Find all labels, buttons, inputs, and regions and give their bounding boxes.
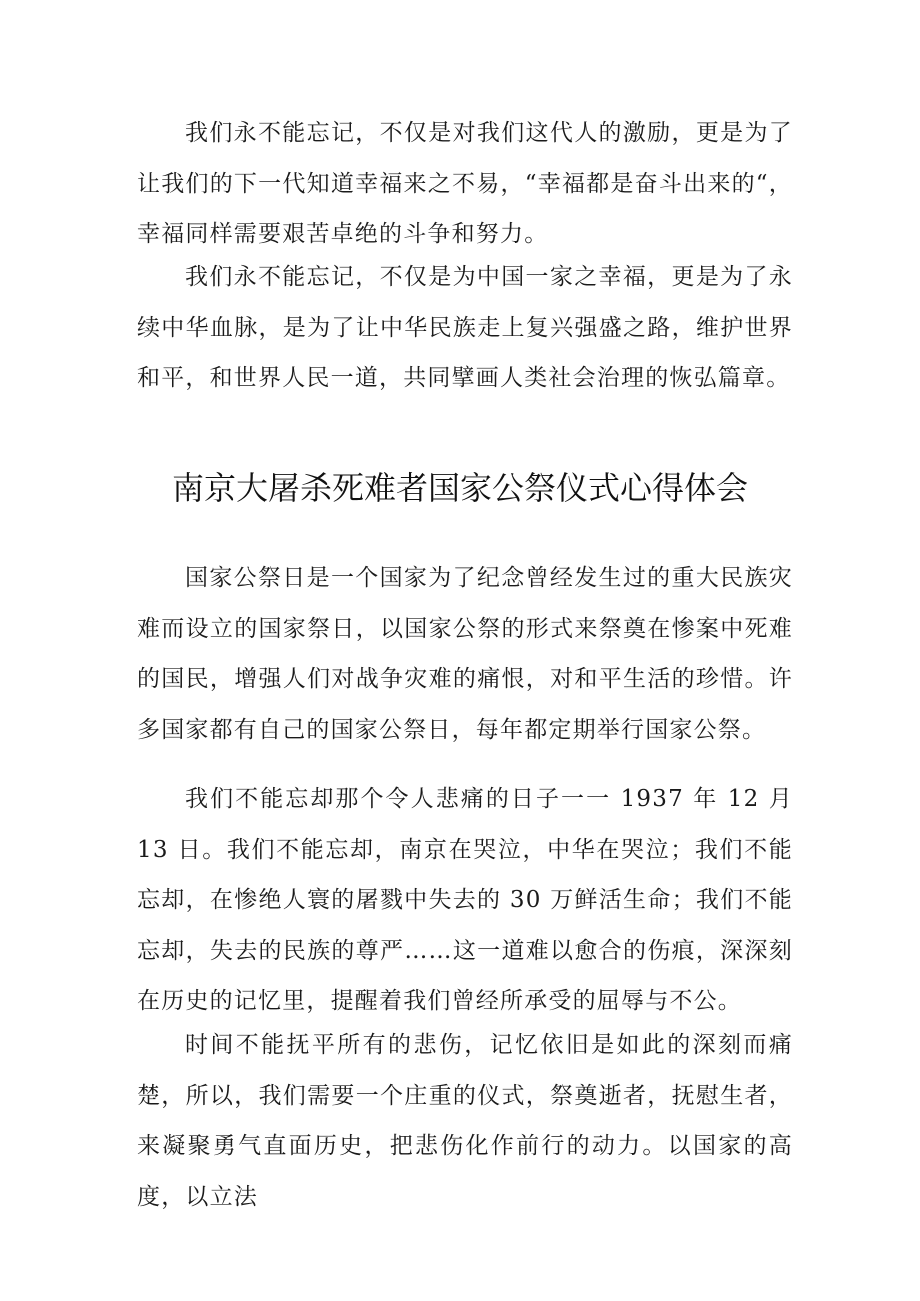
paragraph-memorial-day: 国家公祭日是一个国家为了纪念曾经发生过的重大民族灾难而设立的国家祭日，以国家公祭的形式来祭奠在惨案中死难的国民，增强人们对战争灾难的痛恨，对和平生活的珍惜。许多国家都有自己的国家公祭日，每年都定期举行国家公祭。 bbox=[137, 565, 793, 743]
document-title: 南京大屠杀死难者国家公祭仪式心得体会 bbox=[171, 469, 748, 507]
paragraph-never-forget-1937: 我们不能忘却那个令人悲痛的日子一一 1937 年 12 月 13 日。我们不能忘却，南京在哭泣，中华在哭泣；我们不能忘却，在惨绝人寰的屠戮中失去的 30 万鲜活生命；我们不能忘却，失去的民族的尊严……这一道难以愈合的伤痕，深深刻在历史的记忆里，提醒着我们曾经所承受的屈辱与不公。 bbox=[137, 786, 793, 1014]
paragraph-solemn-ceremony: 时间不能抚平所有的悲伤，记忆依旧是如此的深刻而痛楚，所以，我们需要一个庄重的仪式，祭奠逝者，抚慰生者，来凝聚勇气直面历史，把悲伤化作前行的动力。以国家的高度，以立法 bbox=[137, 1032, 793, 1210]
paragraph-remember-bloodline: 我们永不能忘记，不仅是为中国一家之幸福，更是为了永续中华血脉，是为了让中华民族走上复兴强盛之路，维护世界和平，和世界人民一道，共同擘画人类社会治理的恢弘篇章。 bbox=[137, 264, 793, 391]
paragraph-remember-inspiration: 我们永不能忘记，不仅是对我们这代人的激励，更是为了让我们的下一代知道幸福来之不易，“幸福都是奋斗出来的“，幸福同样需要艰苦卓绝的斗争和努力。 bbox=[137, 120, 793, 247]
